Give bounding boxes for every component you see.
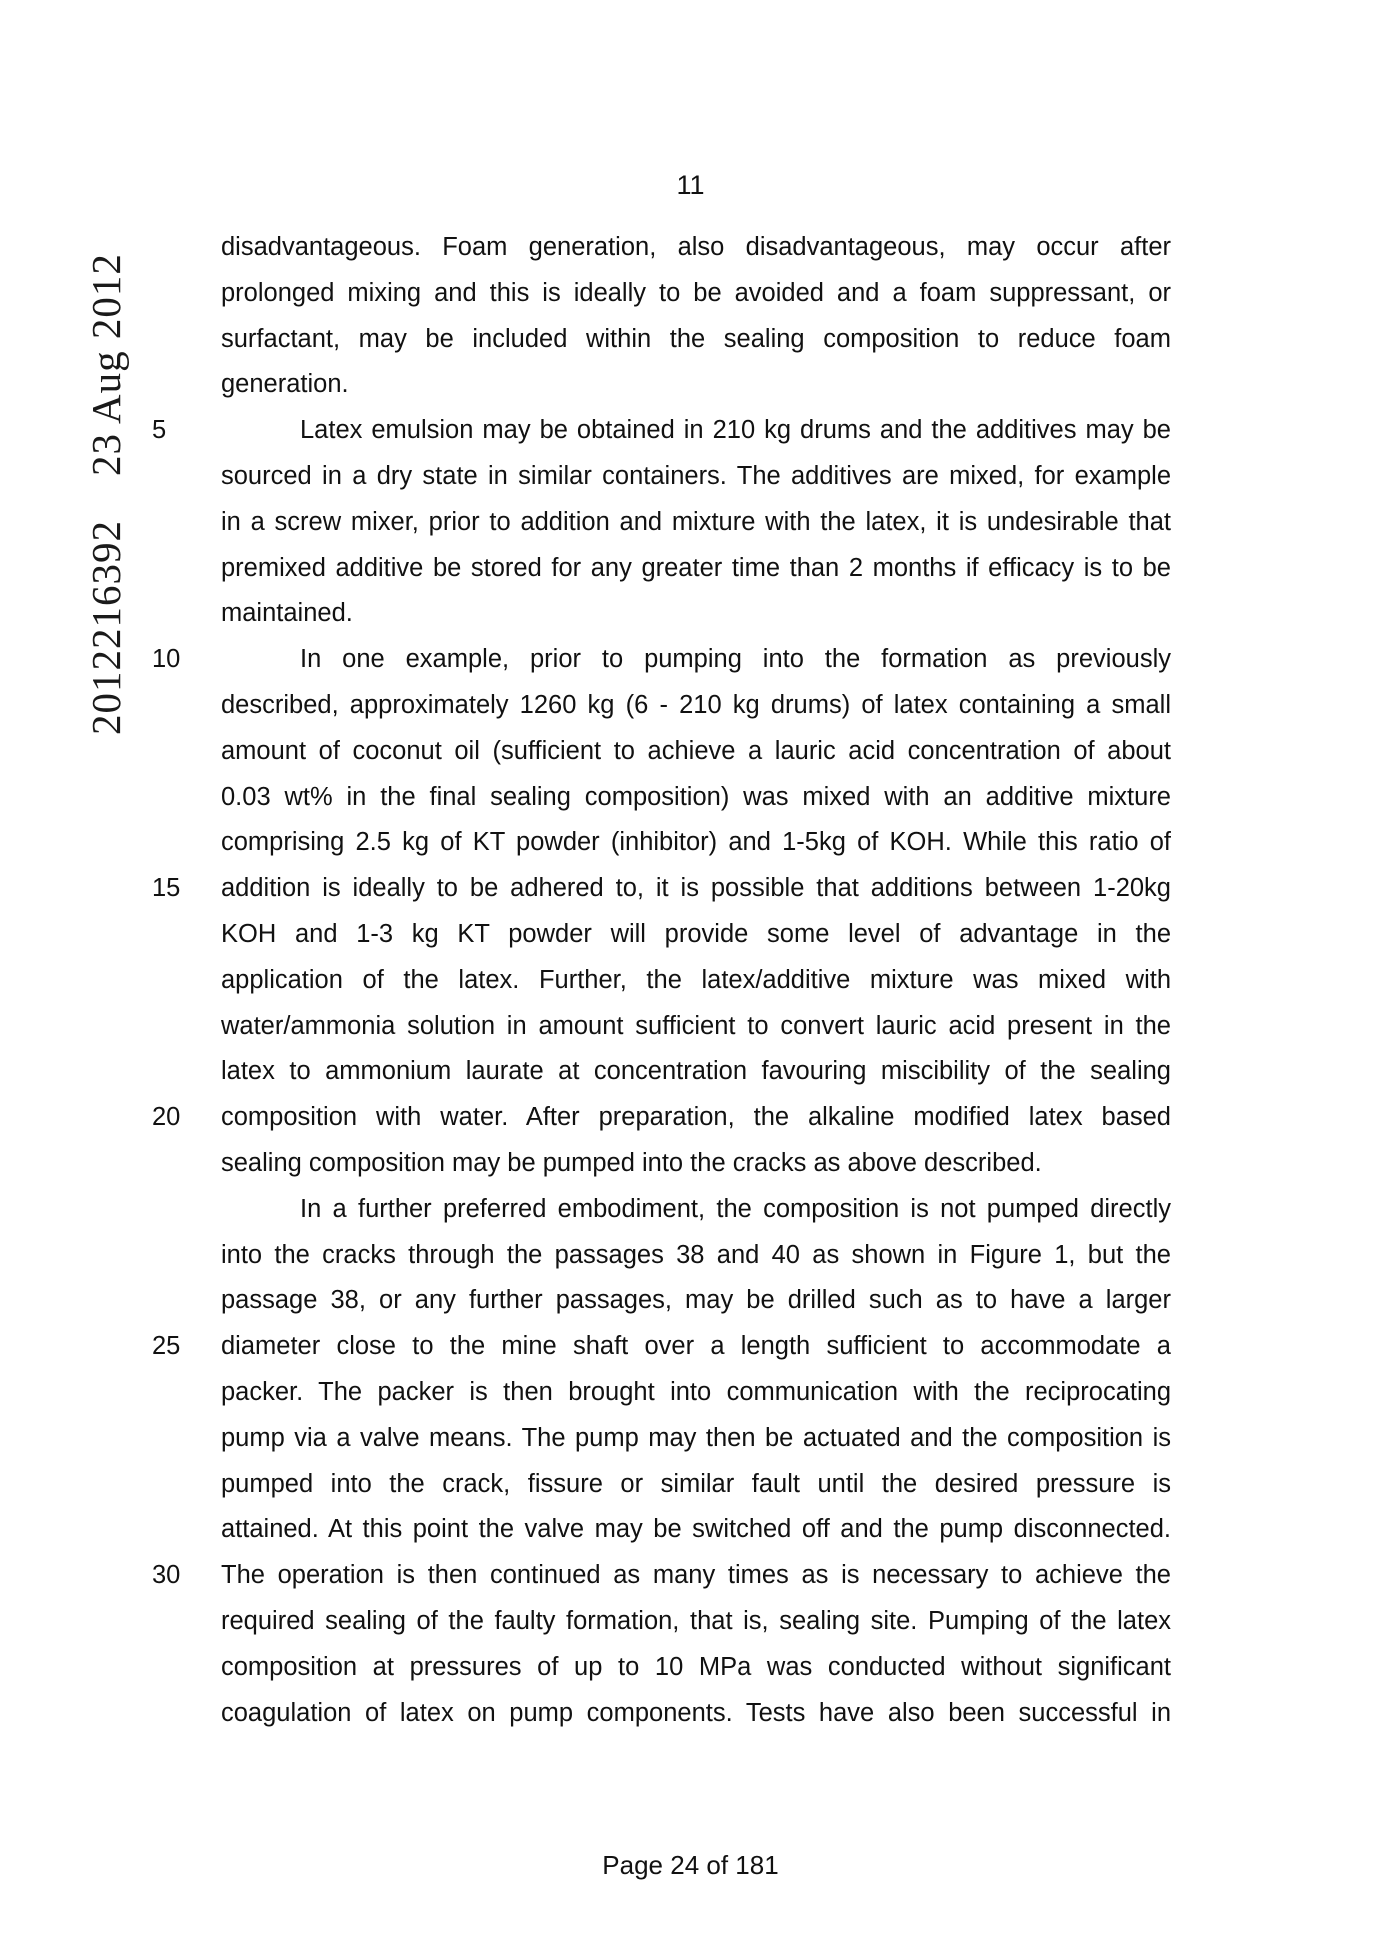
side-stamp bbox=[76, 165, 136, 735]
line-text: required sealing of the faulty formation, that is, sealing site. Pumping of the latex bbox=[221, 1606, 1171, 1635]
line-text: pumped into the crack, fissure or similar fault until the desired pressure is bbox=[221, 1469, 1171, 1498]
text-line bbox=[221, 1278, 1171, 1324]
text-line bbox=[221, 1233, 1171, 1279]
line-text: application of the latex. Further, the latex/additive mixture was mixed with bbox=[221, 965, 1171, 994]
line-text: coagulation of latex on pump components. Tests have also been successful in bbox=[221, 1698, 1171, 1727]
line-text: In a further preferred embodiment, the composition is not pumped directly bbox=[300, 1194, 1171, 1223]
text-line bbox=[221, 1416, 1171, 1462]
line-text: passage 38, or any further passages, may be drilled such as to have a larger bbox=[221, 1286, 1171, 1315]
line-number: 30 bbox=[152, 1561, 181, 1590]
page-footer: Page 24 of 181 bbox=[602, 1850, 779, 1880]
text-line bbox=[152, 1553, 1171, 1599]
text-line bbox=[221, 912, 1171, 958]
line-text: in a screw mixer, prior to addition and mixture with the latex, it is undesirable that bbox=[221, 507, 1171, 536]
text-line bbox=[152, 637, 1171, 683]
line-text: 0.03 wt% in the final sealing composition) was mixed with an additive mixture bbox=[221, 782, 1171, 811]
text-line bbox=[221, 729, 1171, 775]
line-text: premixed additive be stored for any greater time than 2 months if efficacy is to be bbox=[221, 553, 1171, 582]
text-line bbox=[152, 866, 1171, 912]
line-text: addition is ideally to be adhered to, it is possible that additions between 1-20kg bbox=[221, 874, 1171, 903]
line-number: 5 bbox=[152, 416, 167, 445]
line-text: into the cracks through the passages 38 and 40 as shown in Figure 1, but the bbox=[221, 1240, 1171, 1269]
line-text: pump via a valve means. The pump may then be actuated and the composition is bbox=[221, 1423, 1171, 1452]
line-text: sealing composition may be pumped into the cracks as above described. bbox=[221, 1148, 1042, 1177]
page-number: 11 bbox=[676, 170, 705, 200]
text-line bbox=[221, 317, 1171, 363]
line-number: 15 bbox=[152, 874, 181, 903]
line-text: comprising 2.5 kg of KT powder (inhibitor) and 1-5kg of KOH. While this ratio of bbox=[221, 828, 1171, 857]
text-line bbox=[221, 1462, 1171, 1508]
line-text: composition with water. After preparation, the alkaline modified latex based bbox=[221, 1103, 1171, 1132]
line-text: water/ammonia solution in amount sufficient to convert lauric acid present in the bbox=[221, 1011, 1171, 1040]
text-line bbox=[221, 454, 1171, 500]
text-line bbox=[221, 500, 1171, 546]
filing-date: 23 Aug 2012 bbox=[83, 253, 129, 476]
text-line bbox=[221, 1370, 1171, 1416]
line-text: amount of coconut oil (sufficient to achieve a lauric acid concentration of about bbox=[221, 736, 1171, 765]
line-text: surfactant, may be included within the sealing composition to reduce foam bbox=[221, 324, 1171, 353]
application-number: 2012216392 bbox=[83, 520, 129, 735]
line-text: packer. The packer is then brought into communication with the reciprocating bbox=[221, 1377, 1171, 1406]
text-line bbox=[221, 591, 1171, 637]
text-line bbox=[221, 683, 1171, 729]
text-line bbox=[221, 1599, 1171, 1645]
text-line bbox=[221, 546, 1171, 592]
line-text: generation. bbox=[221, 370, 349, 399]
line-text: attained. At this point the valve may be switched off and the pump disconnected. bbox=[221, 1515, 1171, 1544]
text-line bbox=[221, 1691, 1171, 1737]
line-number: 25 bbox=[152, 1332, 181, 1361]
text-line bbox=[221, 362, 1171, 408]
body-text bbox=[152, 225, 1171, 1736]
line-number: 10 bbox=[152, 645, 181, 674]
line-text: composition at pressures of up to 10 MPa was conducted without significant bbox=[221, 1652, 1171, 1681]
text-line bbox=[221, 1645, 1171, 1691]
text-line bbox=[221, 1507, 1171, 1553]
line-text: diameter close to the mine shaft over a length sufficient to accommodate a bbox=[221, 1332, 1171, 1361]
text-line bbox=[221, 958, 1171, 1004]
line-text: The operation is then continued as many times as is necessary to achieve the bbox=[221, 1561, 1171, 1590]
line-number: 20 bbox=[152, 1103, 181, 1132]
line-text: latex to ammonium laurate at concentration favouring miscibility of the sealing bbox=[221, 1057, 1171, 1086]
text-line bbox=[221, 1141, 1171, 1187]
text-line bbox=[221, 225, 1171, 271]
text-line bbox=[152, 1324, 1171, 1370]
line-text: prolonged mixing and this is ideally to be avoided and a foam suppressant, or bbox=[221, 278, 1171, 307]
line-text: described, approximately 1260 kg (6 - 210 kg drums) of latex containing a small bbox=[221, 690, 1171, 719]
text-line bbox=[221, 1049, 1171, 1095]
text-line bbox=[221, 271, 1171, 317]
text-line bbox=[221, 1187, 1171, 1233]
line-text: KOH and 1-3 kg KT powder will provide some level of advantage in the bbox=[221, 919, 1171, 948]
line-text: maintained. bbox=[221, 599, 353, 628]
text-line bbox=[221, 1004, 1171, 1050]
text-line bbox=[152, 1095, 1171, 1141]
line-text: In one example, prior to pumping into the formation as previously bbox=[300, 645, 1171, 674]
line-text: sourced in a dry state in similar containers. The additives are mixed, for example bbox=[221, 461, 1171, 490]
text-line bbox=[221, 775, 1171, 821]
line-text: Latex emulsion may be obtained in 210 kg drums and the additives may be bbox=[300, 416, 1171, 445]
line-text: disadvantageous. Foam generation, also disadvantageous, may occur after bbox=[221, 233, 1171, 261]
text-line bbox=[152, 408, 1171, 454]
text-line bbox=[221, 820, 1171, 866]
